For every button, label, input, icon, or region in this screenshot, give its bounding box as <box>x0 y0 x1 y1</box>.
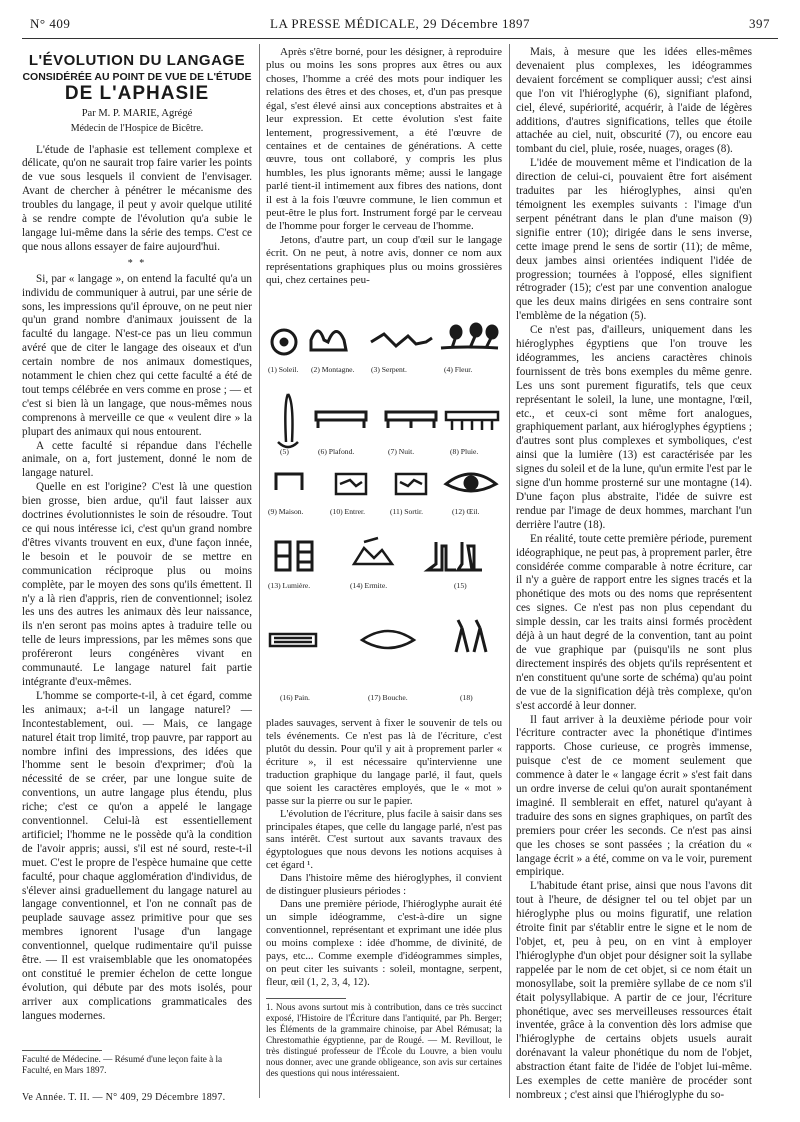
caption: (4) Fleur. <box>444 365 473 374</box>
paragraph: Après s'être borné, pour les désigner, à reproduire plus ou moins les sons propres aux êtres ou aux choses, l'homme a créé des mots pour indiquer les relations des êtres et des choses, et, d'un pas presque égal, s'est élevé ainsi aux conceptions abstraites et à leur expression. Et cette évolution s'est faite lentement, progressivement, a été l'œuvre de centaines et de centaines de générations. A cette œuvre, tous ont collaboré, y compris les plus humbles, les plus ignorants même; aussi le langage parlé tient-il intimement aux fibres des nations, dont il est à la fois l'œuvre commune, le lien commun et peut-être le plus fort. Instrument forgé par le cerveau de l'homme pour forger le cerveau de l'homme. <box>266 46 502 233</box>
two-arms-glyph <box>278 394 298 447</box>
paragraph: Jetons, d'autre part, un coup d'œil sur le langage écrit. On ne peut, à notre avis, donner ce nom aux représentations graphiques plus ou moins grossières qui, chez certaines peu- <box>266 233 502 287</box>
mouth-glyph <box>362 631 414 648</box>
caption: (10) Entrer. <box>330 507 366 516</box>
page-number: 397 <box>749 16 770 31</box>
footnote-rule <box>266 998 346 999</box>
paragraph: Si, par « langage », on entend la faculté qu'a un individu de communiquer à autrui, par une série de sons, les impressions qu'il éprouve, on ne peut nier qu'un grand nombre d'animaux jouissent de la faculté du langage. N'est-ce pas un lieu commun avéré que de citer le langage des oiseaux et d'un certain nombre de nos animaux domestiques, notamment le chien chez qui cette faculté a été de tout temps célébrée en vers comme en prose ; — et c'est si bien là un langage, que nous-mêmes nous comprenons à merveille ce que « veulent dire » la plupart des animaux qui nous entourent. <box>22 272 252 438</box>
caption: (6) Plafond. <box>318 447 355 456</box>
paragraph: plades sauvages, servent à fixer le souvenir de tels ou tels événements. Ce n'est pas là de l'écriture, c'est plutôt du dessin. Pour qu'il y ait à proprement parler « écriture », il est nécessaire qu'intervienne une traduction graphique du langage parlé, il faut, quels que soient les caractères employés, que le « mot » passe sur la pierre ou sur le papier. <box>266 718 502 807</box>
sun-glyph <box>272 330 296 354</box>
paragraph: L'idée de mouvement même et l'indication de la direction de celui-ci, pouvaient être fort aisément traduites par les hiéroglyphes, ainsi qu'en témoignent les exemples suivants : l'image d'un serpent pénétrant dans le plan d'une maison (9) signifie entrer (10); dirigée dans le sens inverse, cette image prend le sens de sortir (11); de même, deux jambes ainsi orientées indiquent l'idée de progression; tournées à l'opposé, elles signifient rétrograder (15); c'est par une convention analogue que les deux mains dirigées en sens contraire sont l'emblème de la négation (5). <box>516 157 752 323</box>
caption: (8) Pluie. <box>450 447 479 456</box>
paragraph: Il faut arriver à la deuxième période pour voir l'écriture contracter avec la phonétique d'intimes rapports. Chose curieuse, ce progrès immense, puisque c'est de ce moment seulement que commence à dater le « langage écrit » s'est fait dans un ordre inverse de celui qu'on aurait spontanément imaginé. Il semblerait en effet, naturel qu'ayant à traduire des sons en signes graphiques, on partît des premiers pour créer les seconds. Ce n'est pas ainsi que les choses se sont passées ; la création du « langage écrit » a été, comme on va le voir, purement empirique. <box>516 713 752 879</box>
paragraph: Ce n'est pas, d'ailleurs, uniquement dans les hiéroglyphes égyptiens que l'on trouve les idéogrammes, les anciens caractères chinois fournissent de très bons exemples du même genre. Les uns sont purement figuratifs, tels que ceux représentant le soleil, la lune, une montagne, l'œil, etc., et ceux-ci sont même fort analogues, graphiquement parlant, aux hiéroglyphes égyptiens ; d'autres sont plus complexes et symboliques, c'est ainsi que la lumière (13) est caractérisée par les signes du soleil et de la lune, qu'un ermite l'est par le signe d'un homme prosterné sur une montagne (14). D'une façon plus abstraite, l'idée de suivre est rendue par l'image de deux hommes, marchant l'un derrière l'autre (18). <box>516 324 752 531</box>
lecture-note: Faculté de Médecine. — Résumé d'une leçon faite à la Faculté, en Mars 1897. <box>22 1054 223 1075</box>
enter-glyph <box>336 474 366 494</box>
paragraph: En réalité, toute cette première période, purement idéographique, ne peut pas, à proprement parler, être considérée comme comparable à notre écriture, car il n'y a guère de rapport entre les signes tracés et la phonétique des mots ou des noms que représentent ces signes. Ce n'est pas non plus cependant du simple dessin, car les traits ainsi formés procèdent déjà à un haut degré de la convention, tant au point de vue graphique par (puisqu'ils ne sont plus directement inspirés des objets qu'ils représentent et n'en constituent qu'une sorte de schéma) qu'au point de vue de la signification déjà très complexe, qu'on s'est accordé à leur donner. <box>516 532 752 712</box>
caption: (7) Nuit. <box>388 447 415 456</box>
paragraph: L'habitude étant prise, ainsi que nous l'avons dit tout à l'heure, de désigner tel ou tel objet par un hiéroglyphe plus ou moins figuratif, une relation étroite finit par s'établir entre le signe et le nom de l'objet, et, peu à peu, on en vint à employer l'hiéroglyphe d'un objet pour désigner soit la syllabe rappelée par le nom de cet objet, si ce nom était un monosyllabe, soit la première syllabe de ce nom s'il était polysyllabique. A partir de ce jour, l'écriture phonétique, avec ses merveilleuses ressources était inventée, grâce à la convention dès lors admise que l'hiéroglyphe de certains objets usuels aurait dorénavant la valeur phonétique du nom de l'objet, abstraction étant faite de l'idée de l'objet lui-même. Les exemples de cette manière de procéder sont nombreux ; c'est ainsi que l'hiéroglyphe du so- <box>516 880 752 1101</box>
hieroglyph-figure <box>266 302 502 714</box>
hermit-glyph <box>354 538 392 564</box>
paragraph: Mais, à mesure que les idées elles-mêmes devenaient plus complexes, les idéogrammes devaient forcément se compliquer aussi; c'est ainsi que l'on vit l'hiéroglyphe (6), signifiant plafond, ciel, élevé, supériorité, acquérir, à l'aide de légères additions, d'autres significations, telles que étoile attachée au ciel, nuit, obscurité (7), ou encore eau tombant du ciel, pluie, rosée, nuages, orages (8). <box>516 46 752 156</box>
author-institution: Médecin de l'Hospice de Bicêtre. <box>70 122 204 134</box>
column-2-continued <box>266 718 502 990</box>
sky-glyph <box>316 412 366 428</box>
exit-glyph <box>396 474 426 494</box>
caption: (12) Œil. <box>452 507 480 516</box>
footnote: 1. Nous avons surtout mis à contribution, dans ce très succinct exposé, l'Histoire de l'Écriture dans l'antiquité, par Ph. Berger; les Éléments de la grammaire chinoise, par Abel Rémusat; la Chrestomathie égyptienne, par de Rougé. — M. Revillout, le très distingué professeur de l'École du Louvre, a bien voulu nous donner, avec une grande obligeance, son avis sur certaines des questions qui nous intéressaient. <box>266 1002 502 1078</box>
running-header <box>30 16 770 38</box>
eye-glyph <box>446 474 496 491</box>
paragraph: Dans une première période, l'hiéroglyphe aurait été un simple idéogramme, c'est-à-dire un signe conventionnel, représentant et exprimant une idée plus ou moins complexe : idée d'homme, de divinité, de pays, etc... Comme exemple d'idéogrammes simples, on peut citer les suivants : soleil, montagne, serpent, fleur, œil (1, 2, 3, 4, 12). <box>266 899 502 988</box>
house-glyph <box>276 474 302 490</box>
caption: (16) Pain. <box>280 693 310 702</box>
column-1 <box>22 46 252 1024</box>
light-glyph <box>276 542 312 570</box>
caption: (13) Lumière. <box>268 581 311 590</box>
caption: (14) Ermite. <box>350 581 388 590</box>
footnote-rule <box>22 1050 102 1051</box>
column-2 <box>266 46 502 288</box>
column-divider <box>259 44 260 1098</box>
issue-line: Ve Année. T. II. — N° 409, 29 Décembre 1897. <box>22 1092 226 1103</box>
caption: (1) Soleil. <box>268 365 299 374</box>
rain-glyph <box>446 412 498 430</box>
section-separator: * * <box>127 257 147 269</box>
legs-glyph <box>428 542 482 570</box>
column-divider <box>509 44 510 1098</box>
paragraph: L'étude de l'aphasie est tellement complexe et délicate, qu'on ne saurait trop faire varier les points de vue sous lesquels il convient de l'envisager. Avant de chercher à pénétrer le mécanisme des troubles du langage, il peut y avoir quelque utilité à se rendre compte de l'évolution qu'a subie le langage lui-même dans la série des temps. C'est ce que nous allons essayer de faire aujourd'hui. <box>22 143 252 253</box>
hieroglyph-plate <box>266 302 502 714</box>
article-subtitle: CONSIDÉRÉE AU POINT DE VUE DE L'ÉTUDE <box>22 70 252 83</box>
article-title: L'ÉVOLUTION DU LANGAGE <box>28 52 246 69</box>
caption: (18) <box>460 693 473 702</box>
caption: (3) Serpent. <box>371 365 407 374</box>
paragraph: L'évolution de l'écriture, plus facile à saisir dans ses principales étapes, que celle du langage parlé, n'est pas sans intérêt. C'est surtout aux savants travaux des égyptologues que nous devons les notions acquises à cet égard ¹. <box>266 808 502 872</box>
paragraph: Quelle en est l'origine? C'est là une question bien grosse, bien ardue, qu'il faut laisser aux doctrines évolutionnistes le soin de résoudre. Tout ce qui nous intéresse ici, c'est qu'un grand nombre d'êtres vivants trouvent en eux, d'une façon innée, le besoin et le pouvoir de se mettre en communication réciproque plus ou moins complète, par le moyen des sons qu'ils émettent. Il n'y a là rien d'appris, rien de conventionnel; isolez les uns des autres les animaux dès leur naissance, ils n'en seront pas moins aptes à traduire telle ou telle de leurs impressions, par les mêmes sons que proféreront leurs congénères vivant en communauté. Le langage naturel fait partie intégrante d'eux-mêmes. <box>22 481 252 688</box>
bread-glyph <box>270 634 316 646</box>
column-3 <box>516 46 752 1103</box>
journal-title: LA PRESSE MÉDICALE, 29 Décembre 1897 <box>270 16 530 31</box>
caption: (15) <box>454 581 467 590</box>
caption: (9) Maison. <box>268 507 304 516</box>
issue-number: N° 409 <box>30 16 71 31</box>
caption: (5) <box>280 447 289 456</box>
flower-glyph <box>441 324 498 348</box>
caption: (2) Montagne. <box>311 365 355 374</box>
two-men-glyph <box>456 620 486 652</box>
author-byline: Par M. P. MARIE, Agrégé <box>81 107 193 119</box>
paragraph: L'homme se comporte-t-il, à cet égard, comme les animaux; a-t-il un langage naturel? — Incontestablement, oui. — Mais, ce langage naturel était trop limité, trop pauvre, par rapport au nombre infini des impressions, des idées que l'homme sent le besoin d'exprimer; d'où la nécessité de se créer, par une longue suite de conventions, un autre langage plus étendu, plus riche; c'est ce qu'on a appelé le langage conventionnel. Celui-là est essentiellement artificiel; l'homme ne le possède qu'à la condition de l'avoir appris; aussi, s'il est né sourd, reste-t-il muet. C'est le propre de l'espèce humaine que cette faculté, pour chaque agglomération d'individus, de s'élever ainsi graduellement du langage naturel au langage conventionnel, et l'on ne connaît pas de peuplade sauvage assez primitive pour que ses membres ignorent l'usage d'un langage conventionnel, quelque rudimentaire qu'il puisse être. — Il est vraisemblable que les onomatopées ont constitué le premier échelon de cette longue évolution, qui débute par des mots isolés, pour arriver aux complications grammaticales des langues modernes. <box>22 689 252 1022</box>
paragraph: Dans l'histoire même des hiéroglyphes, il convient de distinguer plusieurs périodes : <box>266 873 502 898</box>
caption: (17) Bouche. <box>368 693 408 702</box>
paragraph: A cette faculté si répandue dans l'échelle animale, on a, fort justement, donné le nom de langage naturel. <box>22 439 252 480</box>
night-glyph <box>386 412 436 428</box>
mountain-glyph <box>311 331 346 350</box>
header-rule <box>22 38 778 39</box>
serpent-glyph <box>371 334 432 346</box>
article-subtitle-main: DE L'APHASIE <box>64 82 210 104</box>
caption: (11) Sortir. <box>390 507 424 516</box>
